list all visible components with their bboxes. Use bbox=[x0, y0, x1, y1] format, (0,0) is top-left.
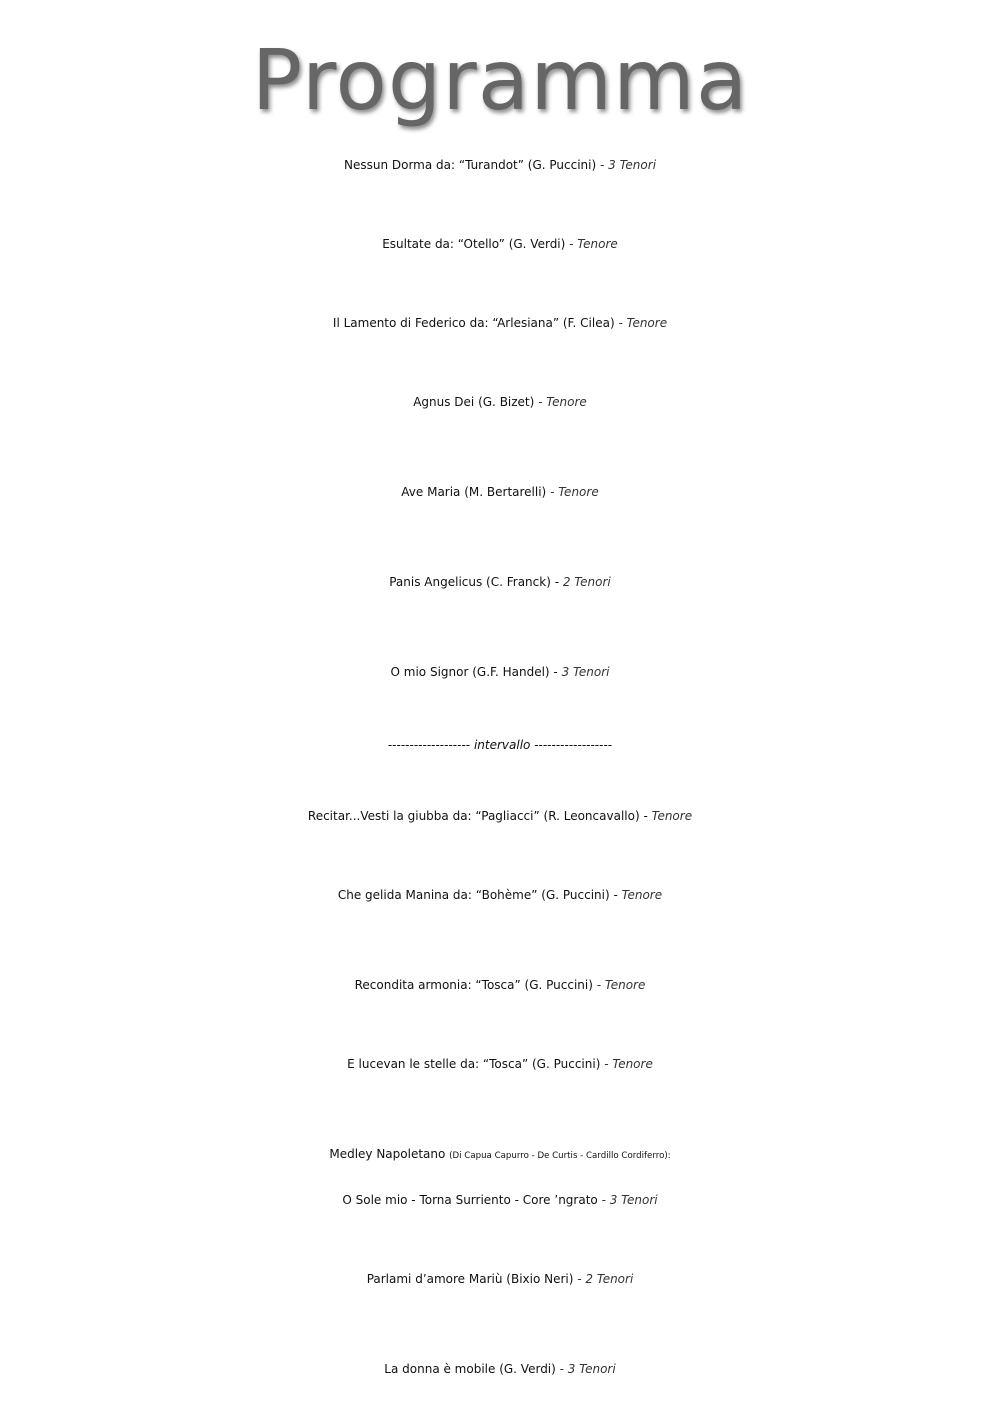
program-item bbox=[0, 965, 1000, 1005]
program-item bbox=[0, 145, 1000, 185]
performer: - 2 Tenori bbox=[577, 1272, 634, 1286]
piece-title: La donna è mobile (G. Verdi) bbox=[384, 1362, 560, 1376]
medley-composers: (Di Capua Capurro - De Curtis - Cardillo Cordiferro): bbox=[449, 1151, 671, 1161]
medley-songs: O Sole mio - Torna Surriento - Core ’ngrato bbox=[342, 1193, 602, 1207]
performer: - Tenore bbox=[569, 237, 618, 251]
program-item bbox=[0, 1259, 1000, 1299]
piece-title: Che gelida Manina da: “Bohème” (G. Puccini) - bbox=[337, 888, 622, 902]
performer: - Tenore bbox=[618, 316, 668, 330]
piece-title: O mio Signor (G.F. Handel) - bbox=[390, 665, 562, 679]
program-item bbox=[0, 382, 1000, 422]
performer: - Tenore bbox=[596, 978, 646, 992]
piece-title: Nessun Dorma da: “Turandot” (G. Puccini) bbox=[343, 158, 600, 172]
program-item bbox=[0, 1044, 1000, 1084]
interval-divider bbox=[0, 725, 1000, 765]
medley-title: Medley Napoletano bbox=[329, 1147, 450, 1161]
page-title: Programma bbox=[251, 31, 749, 129]
performer: - 3 Tenori bbox=[599, 158, 657, 172]
performer: 2 Tenori bbox=[562, 575, 611, 589]
piece-title: Panis Angelicus (C. Franck) - bbox=[389, 575, 563, 589]
medley-songs-line bbox=[0, 1180, 1000, 1220]
medley-heading bbox=[0, 1134, 1000, 1176]
performer: 3 Tenori bbox=[561, 665, 610, 679]
program-item bbox=[0, 472, 1000, 512]
program-item bbox=[0, 875, 1000, 915]
piece-title: Esultate da: “Otello” (G. Verdi) bbox=[382, 237, 570, 251]
performer: - Tenore bbox=[550, 485, 599, 499]
piece-title: Agnus Dei (G. Bizet) bbox=[413, 395, 539, 409]
piece-title: Recitar...Vesti la giubba da: “Pagliacci” (R. Leoncavallo) - bbox=[307, 809, 652, 823]
program-item bbox=[0, 796, 1000, 836]
performer: Tenore bbox=[621, 888, 663, 902]
interval-dashes-left: ------------------- bbox=[387, 738, 474, 752]
performer: Tenore bbox=[651, 809, 693, 823]
interval-label: intervallo bbox=[473, 738, 531, 752]
program-item bbox=[0, 224, 1000, 264]
program-item bbox=[0, 303, 1000, 343]
performer: - 3 Tenori bbox=[601, 1193, 658, 1207]
piece-title: Il Lamento di Federico da: “Arlesiana” (F. Cilea) bbox=[332, 316, 619, 330]
piece-title: E lucevan le stelle da: “Tosca” (G. Puccini) bbox=[347, 1057, 605, 1071]
performer: - Tenore bbox=[604, 1057, 653, 1071]
piece-title: Recondita armonia: “Tosca” (G. Puccini) bbox=[354, 978, 597, 992]
program-item bbox=[0, 652, 1000, 692]
program-item bbox=[0, 562, 1000, 602]
piece-title: Ave Maria (M. Bertarelli) bbox=[401, 485, 551, 499]
performer: - 3 Tenori bbox=[559, 1362, 616, 1376]
program-item bbox=[0, 1349, 1000, 1389]
performer: - Tenore bbox=[538, 395, 587, 409]
piece-title: Parlami d’amore Mariù (Bixio Neri) bbox=[366, 1272, 578, 1286]
interval-dashes-right: ------------------ bbox=[530, 738, 613, 752]
